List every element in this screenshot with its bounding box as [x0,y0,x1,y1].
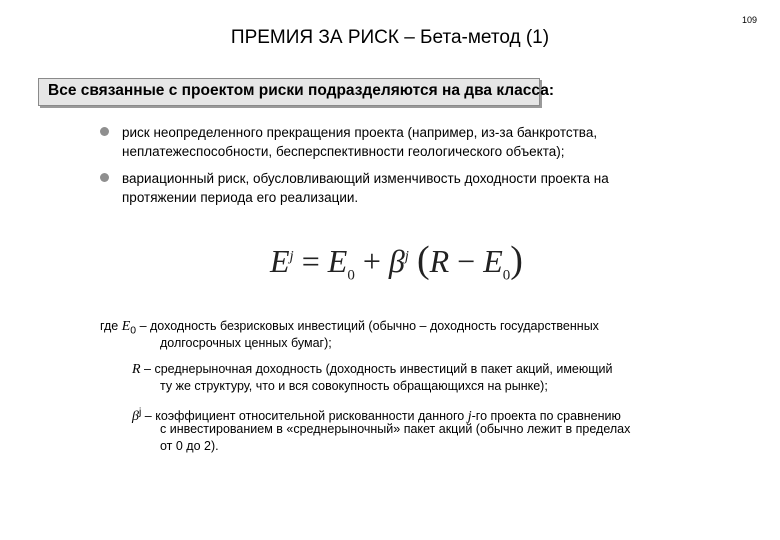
formula-lhs-sup: j [289,248,294,265]
definition-line: -го проекта по сравнению [471,409,621,424]
bullet-line: риск неопределенного прекращения проекта (например, из-за банкротства, [122,125,598,140]
page-number: 109 [742,15,758,25]
formula-lhs: E [270,243,290,279]
bullet-dot-icon [100,127,109,136]
formula-plus: + [362,243,381,279]
beta-formula [270,238,523,284]
bullet-item-termination-risk [100,123,710,161]
formula-e0-sub: 0 [347,267,355,284]
formula-e0: E [327,243,348,279]
e0-symbol: E [121,319,131,334]
beta-symbol-sup: j [138,407,142,418]
formula-r: R [429,243,450,279]
formula-e0b: E [483,243,503,279]
formula-beta: β [388,243,405,279]
definition-line: с инвестированием в «среднерыночный» пакет акций (обычно лежит в пределах [160,422,631,436]
definition-line: – доходность безрисковых инвестиций (обычно – доходность государственных [139,319,599,333]
e0-symbol-sub: 0 [130,325,137,337]
j-symbol: j [467,409,472,425]
formula-minus: − [457,243,476,279]
definition-r [132,361,613,378]
bullet-item-variation-risk [100,169,710,207]
bullet-line: протяжении периода его реализации. [122,190,359,205]
bullet-line: вариационный риск, обусловливающий изменчивость доходности проекта на [122,171,609,186]
formula-close-paren: ) [510,239,523,281]
definition-line: – коэффициент относительной рискованности данного [144,409,465,424]
formula-equals: = [301,243,320,279]
bullet-dot-icon [100,173,109,182]
definition-line: – среднерыночная доходность (доходность инвестиций в пакет акций, имеющий [144,362,613,376]
definition-line: ту же структуру, что и вся совокупность обращающихся на рынке); [160,379,548,393]
formula-beta-sup: j [404,248,409,265]
formula-e0b-sub: 0 [502,267,511,284]
beta-symbol: β [132,409,139,425]
r-symbol: R [132,362,141,377]
slide-title: ПРЕМИЯ ЗА РИСК – Бета-метод (1) [230,27,550,48]
callout-text: Все связанные с проектом риски подразделяются на два класса: [48,82,554,99]
where-label: где [100,319,119,333]
formula-open-paren: ( [416,239,430,281]
bullet-line: неплатежеспособности, бесперспективности геологического объекта); [122,144,565,159]
definition-line: долгосрочных ценных бумаг); [160,336,332,350]
definition-line: от 0 до 2). [160,439,219,453]
